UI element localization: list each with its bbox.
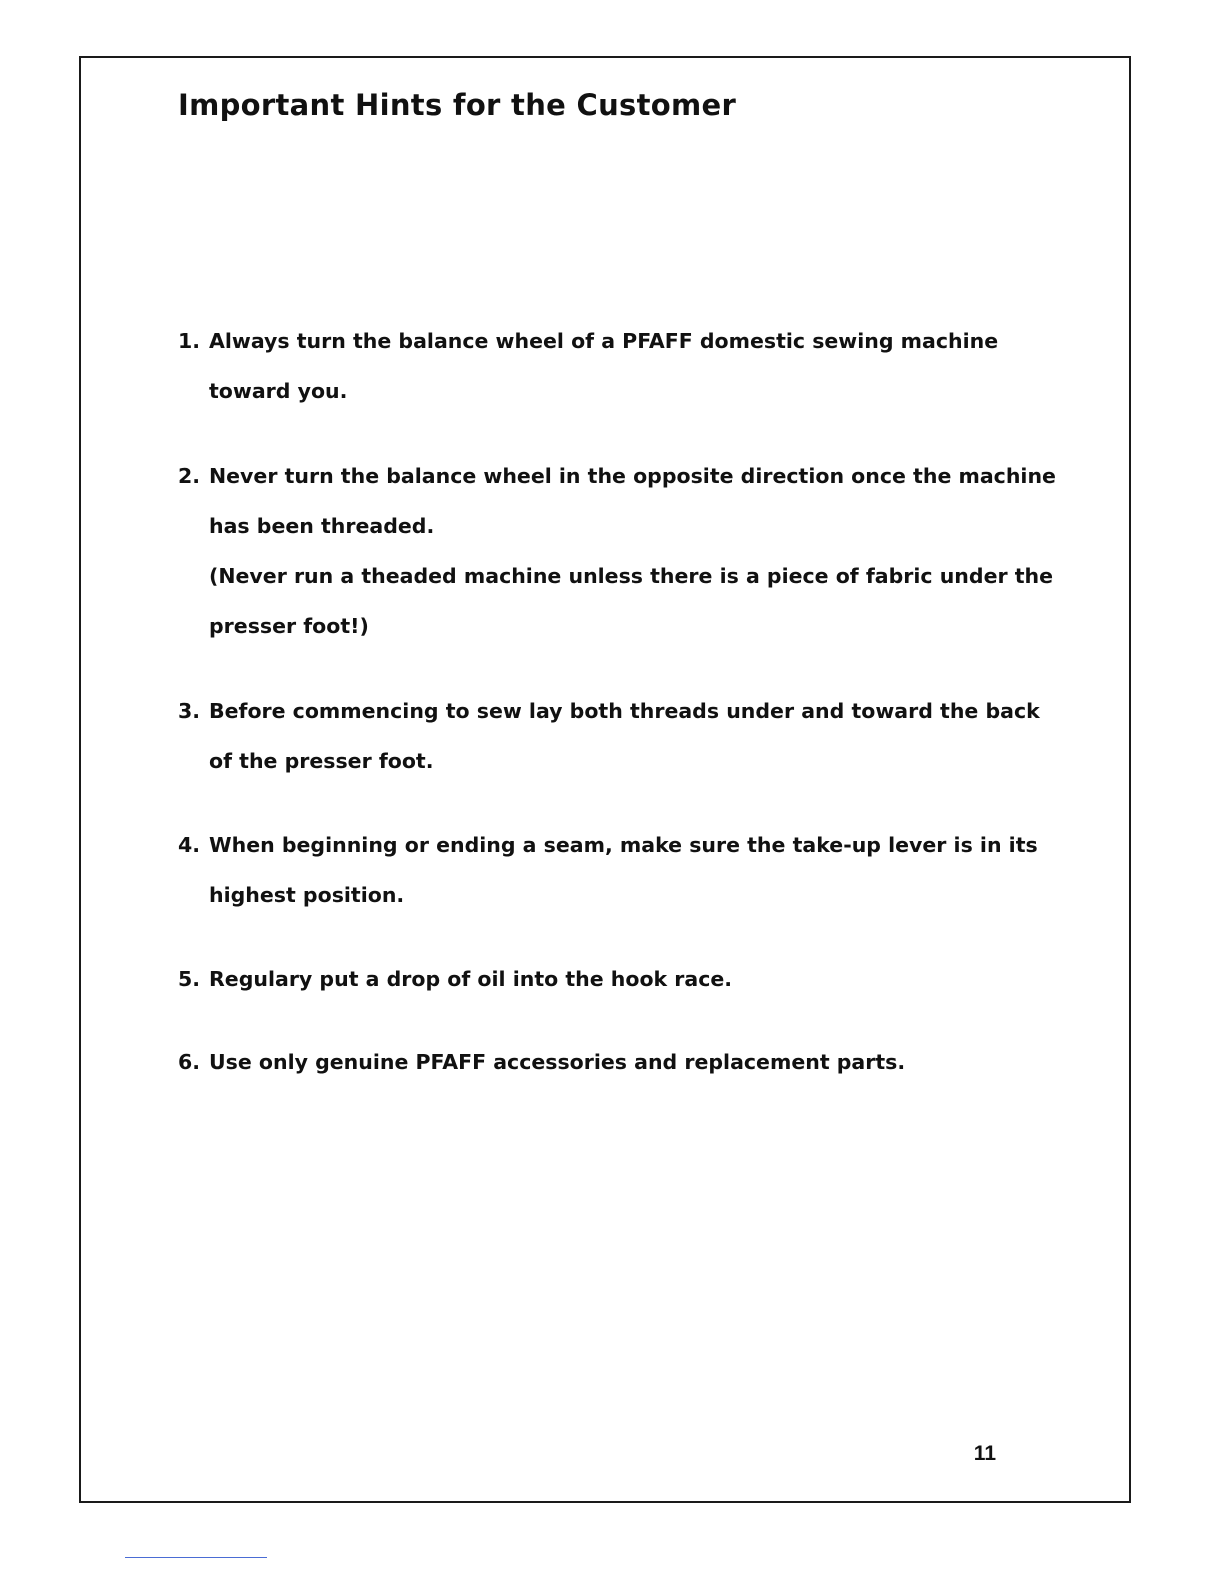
- hint-number: 6.: [178, 1050, 201, 1074]
- hint-item-4: [178, 820, 1038, 920]
- hint-text-line: Regulary put a drop of oil into the hook race.: [209, 967, 733, 991]
- hint-text-line: Use only genuine PFAFF accessories and replacement parts.: [209, 1050, 906, 1074]
- hint-text-line: toward you.: [209, 379, 348, 403]
- hint-text-line: highest position.: [209, 883, 405, 907]
- hint-text-line: Before commencing to sew lay both threads under and toward the back: [209, 699, 1040, 723]
- page-frame: [79, 56, 1131, 1503]
- hint-item-1: [178, 316, 999, 416]
- hint-text-line: Always turn the balance wheel of a PFAFF domestic sewing machine: [209, 329, 999, 353]
- hint-text-line: has been threaded.: [209, 514, 435, 538]
- hint-item-5: [178, 954, 996, 1004]
- hint-item-6: [178, 1037, 996, 1087]
- hint-number: 5.: [178, 967, 201, 991]
- hint-text-line: of the presser foot.: [209, 749, 434, 773]
- hint-number: 4.: [178, 833, 201, 857]
- page-number: 11: [973, 1442, 996, 1465]
- link-underline: [125, 1557, 267, 1558]
- hint-note-line: presser foot!): [209, 614, 369, 638]
- hint-number: 2.: [178, 464, 201, 488]
- hint-text-line: Never turn the balance wheel in the opposite direction once the machine: [209, 464, 1056, 488]
- hint-text-line: When beginning or ending a seam, make sure the take-up lever is in its: [209, 833, 1038, 857]
- hint-number: 3.: [178, 699, 201, 723]
- hint-number: 1.: [178, 329, 201, 353]
- hint-note-line: (Never run a theaded machine unless there is a piece of fabric under the: [209, 564, 1054, 588]
- hint-item-3: [178, 686, 1040, 786]
- hint-item-2: [178, 451, 1056, 651]
- page-title: Important Hints for the Customer: [178, 88, 737, 122]
